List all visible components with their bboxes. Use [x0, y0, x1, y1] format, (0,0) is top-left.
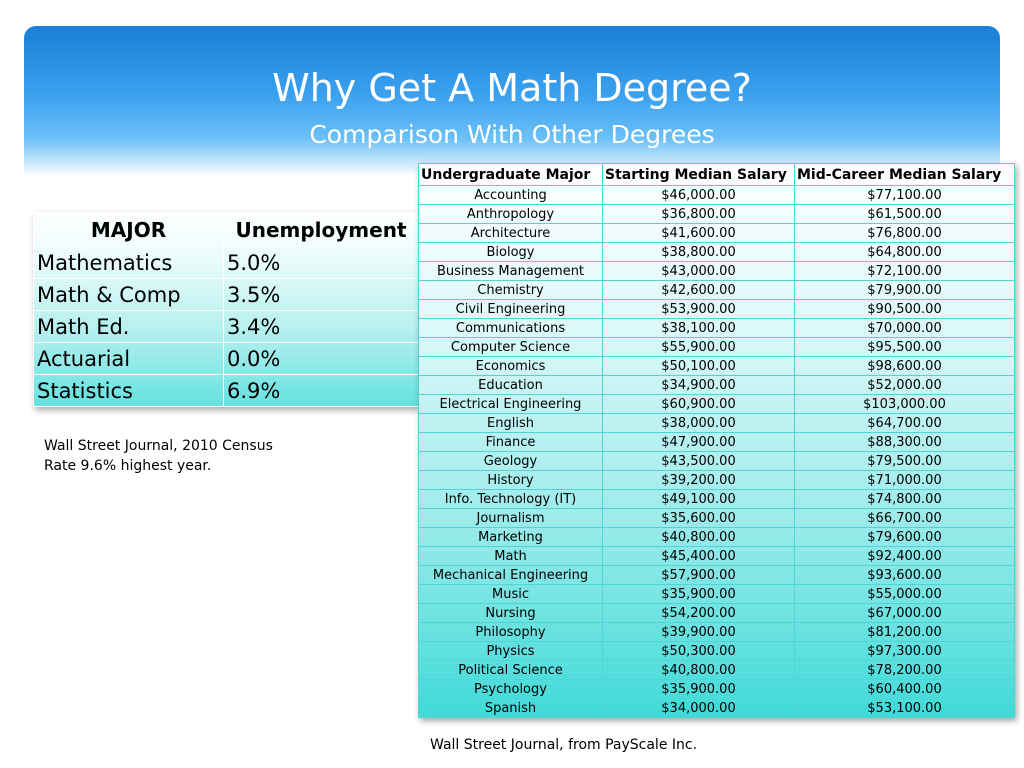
mid-career-salary-cell: $90,500.00 — [795, 300, 1015, 319]
major-cell: History — [419, 471, 603, 490]
starting-salary-cell: $40,800.00 — [603, 661, 795, 680]
salary-row — [419, 471, 1015, 490]
salary-row — [419, 509, 1015, 528]
major-cell: Chemistry — [419, 281, 603, 300]
unemployment-rate-cell: 6.9% — [224, 375, 419, 407]
major-cell: Business Management — [419, 262, 603, 281]
salary-row — [419, 243, 1015, 262]
major-cell: Journalism — [419, 509, 603, 528]
unemployment-table — [33, 212, 419, 407]
header-starting-salary: Starting Median Salary — [603, 164, 795, 186]
salary-row — [419, 357, 1015, 376]
salary-row — [419, 642, 1015, 661]
mid-career-salary-cell: $64,800.00 — [795, 243, 1015, 262]
salary-row — [419, 566, 1015, 585]
major-cell: Civil Engineering — [419, 300, 603, 319]
header-major: MAJOR — [34, 213, 224, 247]
major-cell: Architecture — [419, 224, 603, 243]
salary-row — [419, 262, 1015, 281]
mid-career-salary-cell: $79,900.00 — [795, 281, 1015, 300]
salary-row — [419, 661, 1015, 680]
starting-salary-cell: $53,900.00 — [603, 300, 795, 319]
header-undergraduate-major: Undergraduate Major — [419, 164, 603, 186]
mid-career-salary-cell: $98,600.00 — [795, 357, 1015, 376]
major-cell: Math & Comp — [34, 279, 224, 311]
major-cell: Electrical Engineering — [419, 395, 603, 414]
starting-salary-cell: $50,100.00 — [603, 357, 795, 376]
unemployment-row — [34, 311, 419, 343]
mid-career-salary-cell: $74,800.00 — [795, 490, 1015, 509]
salary-row — [419, 528, 1015, 547]
starting-salary-cell: $38,100.00 — [603, 319, 795, 338]
mid-career-salary-cell: $95,500.00 — [795, 338, 1015, 357]
mid-career-salary-cell: $72,100.00 — [795, 262, 1015, 281]
salary-row — [419, 281, 1015, 300]
starting-salary-cell: $43,500.00 — [603, 452, 795, 471]
salary-row — [419, 547, 1015, 566]
major-cell: Education — [419, 376, 603, 395]
starting-salary-cell: $47,900.00 — [603, 433, 795, 452]
mid-career-salary-cell: $79,500.00 — [795, 452, 1015, 471]
unemployment-rows — [34, 247, 419, 407]
starting-salary-cell: $49,100.00 — [603, 490, 795, 509]
salary-row — [419, 433, 1015, 452]
major-cell: Mathematics — [34, 247, 224, 279]
major-cell: Economics — [419, 357, 603, 376]
salary-row — [419, 680, 1015, 699]
mid-career-salary-cell: $103,000.00 — [795, 395, 1015, 414]
mid-career-salary-cell: $76,800.00 — [795, 224, 1015, 243]
major-cell: Spanish — [419, 699, 603, 718]
salary-row — [419, 186, 1015, 205]
salary-row — [419, 224, 1015, 243]
starting-salary-cell: $39,900.00 — [603, 623, 795, 642]
major-cell: English — [419, 414, 603, 433]
salary-row — [419, 699, 1015, 718]
salary-row — [419, 376, 1015, 395]
starting-salary-cell: $40,800.00 — [603, 528, 795, 547]
starting-salary-cell: $34,000.00 — [603, 699, 795, 718]
mid-career-salary-cell: $93,600.00 — [795, 566, 1015, 585]
starting-salary-cell: $41,600.00 — [603, 224, 795, 243]
mid-career-salary-cell: $81,200.00 — [795, 623, 1015, 642]
starting-salary-cell: $38,800.00 — [603, 243, 795, 262]
mid-career-salary-cell: $88,300.00 — [795, 433, 1015, 452]
major-cell: Statistics — [34, 375, 224, 407]
unemployment-rate-cell: 5.0% — [224, 247, 419, 279]
salary-row — [419, 338, 1015, 357]
unemployment-source-note — [44, 436, 273, 476]
starting-salary-cell: $35,600.00 — [603, 509, 795, 528]
unemployment-header-row — [34, 213, 419, 247]
salary-row — [419, 623, 1015, 642]
salary-row — [419, 319, 1015, 338]
salary-rows — [419, 186, 1015, 718]
mid-career-salary-cell: $52,000.00 — [795, 376, 1015, 395]
major-cell: Psychology — [419, 680, 603, 699]
salary-header-row — [419, 164, 1015, 186]
mid-career-salary-cell: $67,000.00 — [795, 604, 1015, 623]
major-cell: Math Ed. — [34, 311, 224, 343]
major-cell: Accounting — [419, 186, 603, 205]
major-cell: Actuarial — [34, 343, 224, 375]
mid-career-salary-cell: $92,400.00 — [795, 547, 1015, 566]
major-cell: Philosophy — [419, 623, 603, 642]
mid-career-salary-cell: $78,200.00 — [795, 661, 1015, 680]
mid-career-salary-cell: $70,000.00 — [795, 319, 1015, 338]
major-cell: Nursing — [419, 604, 603, 623]
unemployment-rate-cell: 0.0% — [224, 343, 419, 375]
major-cell: Physics — [419, 642, 603, 661]
salary-row — [419, 490, 1015, 509]
major-cell: Mechanical Engineering — [419, 566, 603, 585]
starting-salary-cell: $46,000.00 — [603, 186, 795, 205]
major-cell: Anthropology — [419, 205, 603, 224]
unemployment-rate-cell: 3.4% — [224, 311, 419, 343]
mid-career-salary-cell: $97,300.00 — [795, 642, 1015, 661]
starting-salary-cell: $57,900.00 — [603, 566, 795, 585]
salary-source-note: Wall Street Journal, from PayScale Inc. — [430, 737, 698, 753]
major-cell: Music — [419, 585, 603, 604]
unemployment-row — [34, 279, 419, 311]
salary-table — [418, 163, 1015, 718]
major-cell: Biology — [419, 243, 603, 262]
major-cell: Computer Science — [419, 338, 603, 357]
mid-career-salary-cell: $77,100.00 — [795, 186, 1015, 205]
major-cell: Political Science — [419, 661, 603, 680]
salary-row — [419, 414, 1015, 433]
starting-salary-cell: $35,900.00 — [603, 585, 795, 604]
source-line-1: Wall Street Journal, 2010 Census — [44, 438, 273, 454]
starting-salary-cell: $38,000.00 — [603, 414, 795, 433]
salary-row — [419, 604, 1015, 623]
header-mid-career-salary: Mid-Career Median Salary — [795, 164, 1015, 186]
mid-career-salary-cell: $61,500.00 — [795, 205, 1015, 224]
salary-row — [419, 300, 1015, 319]
major-cell: Communications — [419, 319, 603, 338]
starting-salary-cell: $45,400.00 — [603, 547, 795, 566]
starting-salary-cell: $43,000.00 — [603, 262, 795, 281]
major-cell: Geology — [419, 452, 603, 471]
mid-career-salary-cell: $71,000.00 — [795, 471, 1015, 490]
major-cell: Math — [419, 547, 603, 566]
major-cell: Info. Technology (IT) — [419, 490, 603, 509]
salary-row — [419, 585, 1015, 604]
source-line-2: Rate 9.6% highest year. — [44, 458, 212, 474]
starting-salary-cell: $50,300.00 — [603, 642, 795, 661]
starting-salary-cell: $35,900.00 — [603, 680, 795, 699]
mid-career-salary-cell: $79,600.00 — [795, 528, 1015, 547]
unemployment-row — [34, 247, 419, 279]
starting-salary-cell: $54,200.00 — [603, 604, 795, 623]
starting-salary-cell: $36,800.00 — [603, 205, 795, 224]
slide-title: Why Get A Math Degree? — [272, 66, 752, 110]
starting-salary-cell: $39,200.00 — [603, 471, 795, 490]
salary-row — [419, 395, 1015, 414]
major-cell: Marketing — [419, 528, 603, 547]
header-unemployment: Unemployment — [224, 213, 419, 247]
starting-salary-cell: $34,900.00 — [603, 376, 795, 395]
major-cell: Finance — [419, 433, 603, 452]
salary-row — [419, 205, 1015, 224]
mid-career-salary-cell: $66,700.00 — [795, 509, 1015, 528]
mid-career-salary-cell: $55,000.00 — [795, 585, 1015, 604]
starting-salary-cell: $60,900.00 — [603, 395, 795, 414]
starting-salary-cell: $42,600.00 — [603, 281, 795, 300]
unemployment-rate-cell: 3.5% — [224, 279, 419, 311]
salary-row — [419, 452, 1015, 471]
mid-career-salary-cell: $60,400.00 — [795, 680, 1015, 699]
unemployment-row — [34, 375, 419, 407]
mid-career-salary-cell: $64,700.00 — [795, 414, 1015, 433]
unemployment-row — [34, 343, 419, 375]
mid-career-salary-cell: $53,100.00 — [795, 699, 1015, 718]
starting-salary-cell: $55,900.00 — [603, 338, 795, 357]
slide-subtitle: Comparison With Other Degrees — [309, 120, 715, 149]
